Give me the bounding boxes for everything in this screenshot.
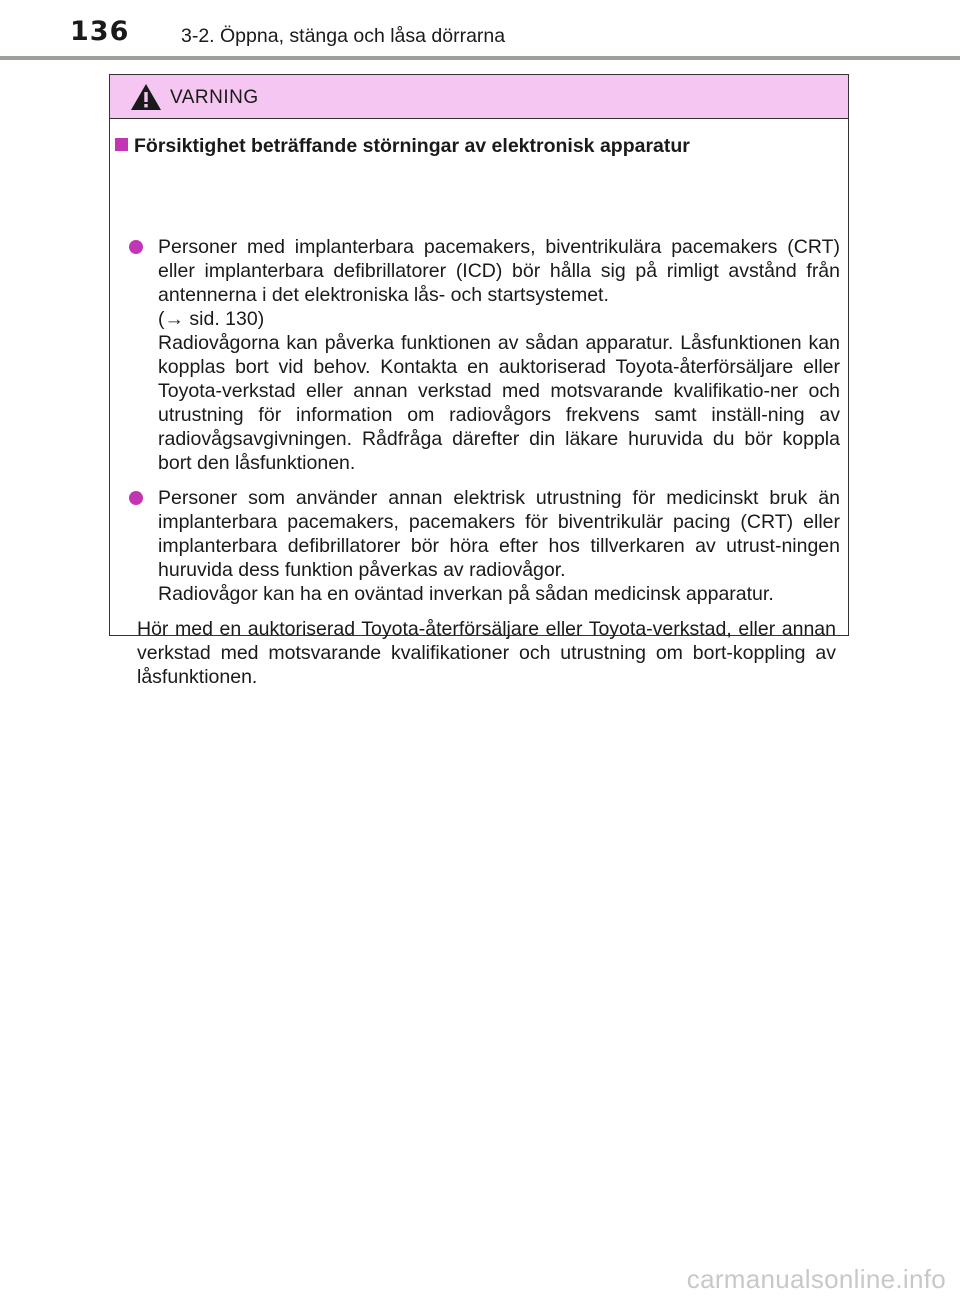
square-bullet-icon	[115, 138, 128, 151]
header-divider	[0, 56, 960, 60]
bullet-item-2	[129, 486, 840, 606]
watermark: carmanualsonline.info	[686, 1264, 946, 1294]
bullet-2-paragraph-1: Personer som använder annan elektrisk utrustning för medicinskt bruk än implanterbara pacemakers, pacemakers för biventrikulär pacing (CRT) eller implanterbara defibrillatorer bör höra efter hos tillverkaren av utrust-ningen huruvida dess funktion påverkas av radiovågor.	[158, 487, 840, 581]
closing-paragraph	[137, 617, 836, 689]
bullet-1-paragraph-1: Personer med implanterbara pacemakers, biventrikulära pacemakers (CRT) eller implanterbara defibrillatorer (ICD) bör hålla sig på rimligt avstånd från antennerna i det elektroniska lås- och startsystemet.	[158, 236, 840, 306]
warning-triangle-icon	[130, 83, 162, 111]
page-number: 136	[70, 16, 130, 47]
warning-label: VARNING	[170, 87, 259, 108]
page-reference: (→ sid. 130)	[158, 308, 265, 330]
bullet-1-paragraph-2: Radiovågorna kan påverka funktionen av sådan apparatur. Låsfunktionen kan kopplas bort vid behov. Kontakta en auktoriserad Toyota-återförsäljare eller Toyota-verkstad eller annan verkstad med motsvarande kvalifikatio-ner och utrustning för information om radiovågors frekvens samt inställ-ning av radiovågsavgivningen. Rådfråga därefter din läkare huruvida du bör koppla bort den låsfunktionen.	[158, 332, 840, 474]
section-title: 3-2. Öppna, stänga och låsa dörrarna	[181, 25, 506, 47]
warning-box	[109, 74, 849, 688]
bullet-2-paragraph-2: Radiovågor kan ha en oväntad inverkan på sådan medicinsk apparatur.	[158, 583, 774, 605]
subheading-text: Försiktighet beträffande störningar av elektronisk apparatur	[134, 135, 690, 157]
bullet-item-1	[129, 235, 840, 475]
warning-subheading	[115, 135, 690, 158]
round-bullet-icon	[129, 491, 143, 505]
round-bullet-icon	[129, 240, 143, 254]
warning-header	[110, 75, 848, 119]
closing-text: Hör med en auktoriserad Toyota-återförsäljare eller Toyota-verkstad, eller annan verkstad med motsvarande kvalifikationer och utrustning om bort-koppling av låsfunktionen.	[137, 618, 836, 688]
